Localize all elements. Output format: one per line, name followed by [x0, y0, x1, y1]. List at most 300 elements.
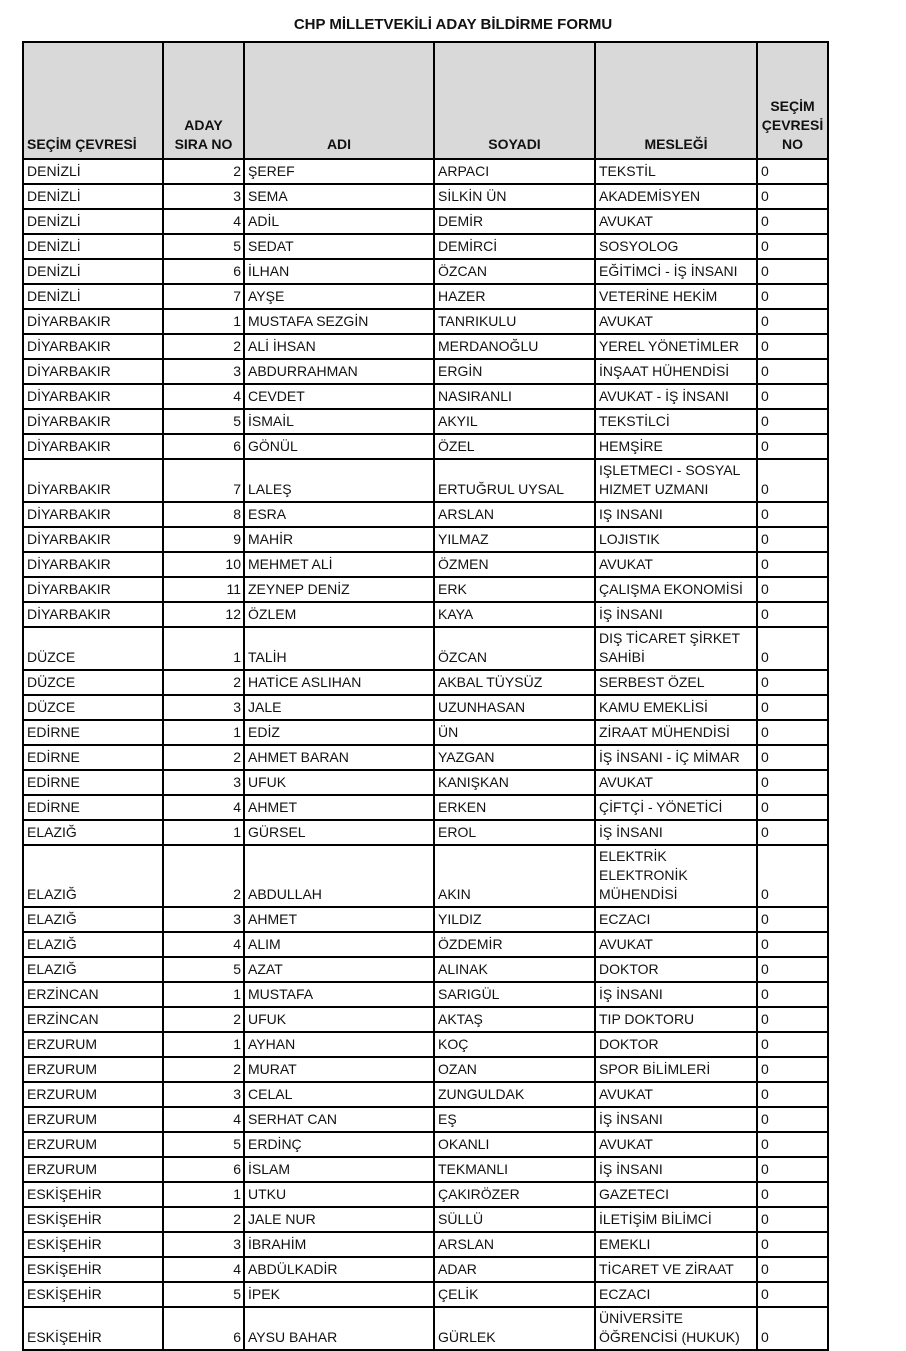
cell-aday-sira-no: 2	[163, 845, 244, 907]
table-row	[23, 1232, 828, 1257]
cell-secim-cevresi-no: 0	[757, 932, 828, 957]
column-header-soyadi: SOYADI	[434, 42, 595, 159]
cell-aday-sira-no: 1	[163, 1182, 244, 1207]
table-row	[23, 1257, 828, 1282]
table-row	[23, 577, 828, 602]
table-row	[23, 1132, 828, 1157]
cell-adi: MUSTAFA	[244, 982, 434, 1007]
cell-soyadi: YAZGAN	[434, 745, 595, 770]
table-row	[23, 820, 828, 845]
cell-aday-sira-no: 4	[163, 1257, 244, 1282]
cell-adi: UFUK	[244, 1007, 434, 1032]
cell-secim-cevresi: ESKİŞEHİR	[23, 1307, 163, 1350]
cell-secim-cevresi-no: 0	[757, 1207, 828, 1232]
cell-meslegi: ÇALIŞMA EKONOMİSİ	[595, 577, 757, 602]
cell-soyadi: ÖZCAN	[434, 259, 595, 284]
cell-adi: MEHMET ALİ	[244, 552, 434, 577]
cell-secim-cevresi-no: 0	[757, 234, 828, 259]
cell-adi: İSMAİL	[244, 409, 434, 434]
cell-aday-sira-no: 1	[163, 982, 244, 1007]
cell-secim-cevresi-no: 0	[757, 1307, 828, 1350]
cell-aday-sira-no: 1	[163, 820, 244, 845]
table-row	[23, 1282, 828, 1307]
cell-secim-cevresi: ERZURUM	[23, 1057, 163, 1082]
cell-secim-cevresi-no: 0	[757, 770, 828, 795]
cell-secim-cevresi: ELAZIĞ	[23, 820, 163, 845]
table-row	[23, 932, 828, 957]
table-row	[23, 770, 828, 795]
cell-meslegi: İŞ İNSANI	[595, 1157, 757, 1182]
cell-aday-sira-no: 4	[163, 1107, 244, 1132]
cell-aday-sira-no: 1	[163, 1032, 244, 1057]
cell-secim-cevresi: ERZİNCAN	[23, 982, 163, 1007]
table-row	[23, 982, 828, 1007]
cell-secim-cevresi-no: 0	[757, 552, 828, 577]
cell-secim-cevresi-no: 0	[757, 907, 828, 932]
cell-adi: HATİCE ASLIHAN	[244, 670, 434, 695]
cell-soyadi: ARSLAN	[434, 1232, 595, 1257]
cell-meslegi: İŞ İNSANI	[595, 1107, 757, 1132]
cell-adi: EDİZ	[244, 720, 434, 745]
cell-soyadi: DEMİR	[434, 209, 595, 234]
cell-secim-cevresi-no: 0	[757, 409, 828, 434]
cell-secim-cevresi-no: 0	[757, 284, 828, 309]
column-header-secim-cevresi: SEÇİM ÇEVRESİ	[23, 42, 163, 159]
cell-meslegi: İLETİŞİM BİLİMCİ	[595, 1207, 757, 1232]
table-row	[23, 184, 828, 209]
cell-soyadi: ÇELİK	[434, 1282, 595, 1307]
cell-soyadi: AKTAŞ	[434, 1007, 595, 1032]
table-row	[23, 845, 828, 907]
cell-aday-sira-no: 8	[163, 502, 244, 527]
cell-aday-sira-no: 5	[163, 957, 244, 982]
table-row	[23, 602, 828, 627]
cell-adi: İBRAHİM	[244, 1232, 434, 1257]
cell-secim-cevresi-no: 0	[757, 1257, 828, 1282]
cell-meslegi: ZİRAAT MÜHENDİSİ	[595, 720, 757, 745]
cell-aday-sira-no: 5	[163, 1132, 244, 1157]
cell-adi: ALIM	[244, 932, 434, 957]
cell-meslegi: DOKTOR	[595, 1032, 757, 1057]
cell-secim-cevresi-no: 0	[757, 1157, 828, 1182]
cell-aday-sira-no: 3	[163, 770, 244, 795]
cell-meslegi: ÜNİVERSİTE ÖĞRENCİSİ (HUKUK)	[595, 1307, 757, 1350]
cell-meslegi: İŞ İNSANI	[595, 602, 757, 627]
cell-aday-sira-no: 2	[163, 745, 244, 770]
cell-secim-cevresi: ELAZIĞ	[23, 932, 163, 957]
cell-adi: SEDAT	[244, 234, 434, 259]
cell-secim-cevresi: DÜZCE	[23, 627, 163, 670]
cell-secim-cevresi-no: 0	[757, 384, 828, 409]
column-header-aday-sira-no: ADAY SIRA NO	[163, 42, 244, 159]
cell-secim-cevresi: DENİZLİ	[23, 284, 163, 309]
cell-meslegi: TİCARET VE ZİRAAT	[595, 1257, 757, 1282]
cell-secim-cevresi: ELAZIĞ	[23, 907, 163, 932]
cell-secim-cevresi: DENİZLİ	[23, 209, 163, 234]
cell-soyadi: ÖZDEMİR	[434, 932, 595, 957]
cell-aday-sira-no: 6	[163, 1307, 244, 1350]
cell-aday-sira-no: 4	[163, 384, 244, 409]
cell-adi: JALE NUR	[244, 1207, 434, 1232]
cell-meslegi: TIP DOKTORU	[595, 1007, 757, 1032]
table-row	[23, 1307, 828, 1350]
cell-adi: ESRA	[244, 502, 434, 527]
table-row	[23, 1182, 828, 1207]
cell-secim-cevresi-no: 0	[757, 1007, 828, 1032]
cell-adi: AHMET	[244, 795, 434, 820]
cell-secim-cevresi-no: 0	[757, 695, 828, 720]
cell-secim-cevresi-no: 0	[757, 259, 828, 284]
cell-secim-cevresi: EDİRNE	[23, 720, 163, 745]
cell-secim-cevresi: ESKİŞEHİR	[23, 1182, 163, 1207]
table-row	[23, 434, 828, 459]
cell-adi: SERHAT CAN	[244, 1107, 434, 1132]
cell-aday-sira-no: 9	[163, 527, 244, 552]
cell-adi: AHMET	[244, 907, 434, 932]
table-row	[23, 1107, 828, 1132]
cell-secim-cevresi: DİYARBAKIR	[23, 434, 163, 459]
cell-meslegi: ELEKTRİK ELEKTRONİK MÜHENDİSİ	[595, 845, 757, 907]
cell-secim-cevresi-no: 0	[757, 527, 828, 552]
table-row	[23, 1157, 828, 1182]
candidates-table	[22, 41, 829, 1351]
cell-soyadi: TANRIKULU	[434, 309, 595, 334]
cell-adi: LALEŞ	[244, 459, 434, 502]
table-row	[23, 670, 828, 695]
cell-meslegi: ECZACI	[595, 1282, 757, 1307]
cell-secim-cevresi: ESKİŞEHİR	[23, 1207, 163, 1232]
table-row	[23, 384, 828, 409]
cell-adi: İLHAN	[244, 259, 434, 284]
cell-secim-cevresi: EDİRNE	[23, 770, 163, 795]
cell-soyadi: OZAN	[434, 1057, 595, 1082]
cell-soyadi: TEKMANLI	[434, 1157, 595, 1182]
cell-soyadi: OKANLI	[434, 1132, 595, 1157]
cell-meslegi: AVUKAT	[595, 309, 757, 334]
cell-soyadi: NASIRANLI	[434, 384, 595, 409]
column-header-secim-cevresi-no: SEÇİM ÇEVRESİ NO	[757, 42, 828, 159]
cell-adi: MURAT	[244, 1057, 434, 1082]
cell-adi: ABDÜLKADİR	[244, 1257, 434, 1282]
cell-meslegi: AVUKAT	[595, 1132, 757, 1157]
cell-adi: ZEYNEP DENİZ	[244, 577, 434, 602]
cell-secim-cevresi-no: 0	[757, 1057, 828, 1082]
cell-meslegi: AKADEMİSYEN	[595, 184, 757, 209]
cell-soyadi: ÖZEL	[434, 434, 595, 459]
cell-meslegi: IŞ INSANI	[595, 502, 757, 527]
cell-aday-sira-no: 6	[163, 434, 244, 459]
cell-aday-sira-no: 3	[163, 695, 244, 720]
cell-aday-sira-no: 4	[163, 932, 244, 957]
cell-meslegi: İNŞAAT HÜHENDİSİ	[595, 359, 757, 384]
cell-soyadi: ARPACI	[434, 159, 595, 184]
cell-secim-cevresi: ERZURUM	[23, 1107, 163, 1132]
cell-meslegi: İŞ İNSANI - İÇ MİMAR	[595, 745, 757, 770]
cell-secim-cevresi: ERZİNCAN	[23, 1007, 163, 1032]
table-row	[23, 552, 828, 577]
cell-soyadi: KOÇ	[434, 1032, 595, 1057]
cell-secim-cevresi-no: 0	[757, 184, 828, 209]
cell-soyadi: DEMİRCİ	[434, 234, 595, 259]
cell-secim-cevresi: ERZURUM	[23, 1132, 163, 1157]
cell-adi: AZAT	[244, 957, 434, 982]
cell-secim-cevresi: EDİRNE	[23, 795, 163, 820]
table-row	[23, 359, 828, 384]
cell-soyadi: YILMAZ	[434, 527, 595, 552]
cell-aday-sira-no: 1	[163, 309, 244, 334]
cell-secim-cevresi: ELAZIĞ	[23, 845, 163, 907]
cell-meslegi: SOSYOLOG	[595, 234, 757, 259]
cell-soyadi: EŞ	[434, 1107, 595, 1132]
cell-secim-cevresi: DİYARBAKIR	[23, 577, 163, 602]
cell-aday-sira-no: 12	[163, 602, 244, 627]
cell-aday-sira-no: 2	[163, 670, 244, 695]
cell-meslegi: EĞİTİMCİ - İŞ İNSANI	[595, 259, 757, 284]
cell-soyadi: SÜLLÜ	[434, 1207, 595, 1232]
cell-meslegi: AVUKAT	[595, 1082, 757, 1107]
cell-secim-cevresi-no: 0	[757, 957, 828, 982]
cell-secim-cevresi-no: 0	[757, 982, 828, 1007]
cell-secim-cevresi-no: 0	[757, 1182, 828, 1207]
cell-secim-cevresi-no: 0	[757, 1232, 828, 1257]
table-row	[23, 1057, 828, 1082]
cell-aday-sira-no: 3	[163, 1232, 244, 1257]
cell-secim-cevresi-no: 0	[757, 627, 828, 670]
table-row	[23, 284, 828, 309]
cell-secim-cevresi-no: 0	[757, 602, 828, 627]
table-row	[23, 159, 828, 184]
cell-aday-sira-no: 4	[163, 209, 244, 234]
cell-secim-cevresi: DÜZCE	[23, 695, 163, 720]
cell-adi: SEMA	[244, 184, 434, 209]
cell-soyadi: ERGİN	[434, 359, 595, 384]
cell-soyadi: ÖZCAN	[434, 627, 595, 670]
cell-secim-cevresi: ERZURUM	[23, 1032, 163, 1057]
cell-secim-cevresi: DENİZLİ	[23, 184, 163, 209]
cell-aday-sira-no: 4	[163, 795, 244, 820]
table-row	[23, 209, 828, 234]
cell-secim-cevresi-no: 0	[757, 720, 828, 745]
cell-secim-cevresi-no: 0	[757, 1032, 828, 1057]
cell-secim-cevresi-no: 0	[757, 1132, 828, 1157]
table-row	[23, 502, 828, 527]
cell-aday-sira-no: 2	[163, 159, 244, 184]
cell-meslegi: AVUKAT - İŞ İNSANI	[595, 384, 757, 409]
cell-soyadi: ERTUĞRUL UYSAL	[434, 459, 595, 502]
cell-secim-cevresi-no: 0	[757, 159, 828, 184]
cell-aday-sira-no: 2	[163, 1007, 244, 1032]
cell-adi: ŞEREF	[244, 159, 434, 184]
table-row	[23, 459, 828, 502]
cell-adi: AYSU BAHAR	[244, 1307, 434, 1350]
cell-aday-sira-no: 10	[163, 552, 244, 577]
cell-adi: İPEK	[244, 1282, 434, 1307]
cell-secim-cevresi-no: 0	[757, 1107, 828, 1132]
cell-soyadi: ARSLAN	[434, 502, 595, 527]
cell-soyadi: AKIN	[434, 845, 595, 907]
cell-secim-cevresi: DİYARBAKIR	[23, 527, 163, 552]
cell-adi: ABDULLAH	[244, 845, 434, 907]
cell-aday-sira-no: 3	[163, 184, 244, 209]
cell-secim-cevresi: DİYARBAKIR	[23, 334, 163, 359]
table-row	[23, 745, 828, 770]
table-row	[23, 1082, 828, 1107]
cell-soyadi: ÖZMEN	[434, 552, 595, 577]
cell-soyadi: GÜRLEK	[434, 1307, 595, 1350]
cell-adi: ADİL	[244, 209, 434, 234]
table-row	[23, 1207, 828, 1232]
cell-meslegi: AVUKAT	[595, 209, 757, 234]
cell-secim-cevresi: DİYARBAKIR	[23, 409, 163, 434]
cell-secim-cevresi-no: 0	[757, 334, 828, 359]
cell-adi: CELAL	[244, 1082, 434, 1107]
cell-meslegi: DIŞ TİCARET ŞİRKET SAHİBİ	[595, 627, 757, 670]
cell-secim-cevresi: DİYARBAKIR	[23, 459, 163, 502]
cell-soyadi: SARIGÜL	[434, 982, 595, 1007]
cell-secim-cevresi-no: 0	[757, 309, 828, 334]
cell-secim-cevresi-no: 0	[757, 209, 828, 234]
cell-aday-sira-no: 1	[163, 627, 244, 670]
table-row	[23, 695, 828, 720]
cell-aday-sira-no: 11	[163, 577, 244, 602]
cell-secim-cevresi: ESKİŞEHİR	[23, 1282, 163, 1307]
cell-secim-cevresi-no: 0	[757, 502, 828, 527]
table-body	[23, 159, 828, 1350]
cell-meslegi: ECZACI	[595, 907, 757, 932]
cell-meslegi: KAMU EMEKLİSİ	[595, 695, 757, 720]
cell-secim-cevresi-no: 0	[757, 1082, 828, 1107]
cell-adi: GÜRSEL	[244, 820, 434, 845]
column-header-meslegi: MESLEĞİ	[595, 42, 757, 159]
cell-aday-sira-no: 1	[163, 720, 244, 745]
cell-secim-cevresi-no: 0	[757, 434, 828, 459]
cell-secim-cevresi: DENİZLİ	[23, 259, 163, 284]
cell-secim-cevresi: ELAZIĞ	[23, 957, 163, 982]
cell-aday-sira-no: 6	[163, 1157, 244, 1182]
cell-soyadi: AKBAL TÜYSÜZ	[434, 670, 595, 695]
column-header-adi: ADI	[244, 42, 434, 159]
cell-meslegi: SERBEST ÖZEL	[595, 670, 757, 695]
cell-aday-sira-no: 5	[163, 1282, 244, 1307]
cell-meslegi: TEKSTİLCİ	[595, 409, 757, 434]
cell-soyadi: MERDANOĞLU	[434, 334, 595, 359]
cell-adi: MAHİR	[244, 527, 434, 552]
table-row	[23, 1007, 828, 1032]
cell-secim-cevresi: ERZURUM	[23, 1082, 163, 1107]
cell-meslegi: SPOR BİLİMLERİ	[595, 1057, 757, 1082]
cell-aday-sira-no: 7	[163, 459, 244, 502]
cell-secim-cevresi-no: 0	[757, 577, 828, 602]
cell-secim-cevresi-no: 0	[757, 820, 828, 845]
cell-adi: GÖNÜL	[244, 434, 434, 459]
cell-secim-cevresi-no: 0	[757, 359, 828, 384]
table-row	[23, 795, 828, 820]
cell-aday-sira-no: 2	[163, 1207, 244, 1232]
table-row	[23, 1032, 828, 1057]
cell-soyadi: KAYA	[434, 602, 595, 627]
cell-secim-cevresi: DİYARBAKIR	[23, 552, 163, 577]
table-row	[23, 720, 828, 745]
cell-secim-cevresi: ESKİŞEHİR	[23, 1232, 163, 1257]
cell-soyadi: KANIŞKAN	[434, 770, 595, 795]
cell-meslegi: TEKSTİL	[595, 159, 757, 184]
table-row	[23, 957, 828, 982]
table-row	[23, 334, 828, 359]
cell-adi: ÖZLEM	[244, 602, 434, 627]
cell-soyadi: SİLKİN ÜN	[434, 184, 595, 209]
cell-meslegi: İŞ İNSANI	[595, 982, 757, 1007]
table-row	[23, 409, 828, 434]
table-row	[23, 234, 828, 259]
table-row	[23, 907, 828, 932]
cell-adi: TALİH	[244, 627, 434, 670]
cell-aday-sira-no: 5	[163, 409, 244, 434]
cell-meslegi: IŞLETMECI - SOSYAL HIZMET UZMANI	[595, 459, 757, 502]
cell-meslegi: VETERİNE HEKİM	[595, 284, 757, 309]
table-row	[23, 627, 828, 670]
table-header	[23, 42, 828, 159]
cell-aday-sira-no: 5	[163, 234, 244, 259]
cell-aday-sira-no: 2	[163, 334, 244, 359]
cell-soyadi: AKYIL	[434, 409, 595, 434]
cell-adi: UTKU	[244, 1182, 434, 1207]
table-row	[23, 259, 828, 284]
cell-meslegi: LOJISTIK	[595, 527, 757, 552]
cell-secim-cevresi: DÜZCE	[23, 670, 163, 695]
cell-adi: ALİ İHSAN	[244, 334, 434, 359]
cell-secim-cevresi: ESKİŞEHİR	[23, 1257, 163, 1282]
cell-soyadi: ALINAK	[434, 957, 595, 982]
cell-meslegi: DOKTOR	[595, 957, 757, 982]
cell-soyadi: ADAR	[434, 1257, 595, 1282]
cell-secim-cevresi: DENİZLİ	[23, 234, 163, 259]
cell-adi: AYHAN	[244, 1032, 434, 1057]
cell-adi: AHMET BARAN	[244, 745, 434, 770]
cell-meslegi: YEREL YÖNETİMLER	[595, 334, 757, 359]
cell-aday-sira-no: 3	[163, 359, 244, 384]
cell-meslegi: İŞ İNSANI	[595, 820, 757, 845]
cell-soyadi: ÜN	[434, 720, 595, 745]
cell-secim-cevresi-no: 0	[757, 745, 828, 770]
cell-soyadi: ERK	[434, 577, 595, 602]
cell-aday-sira-no: 3	[163, 907, 244, 932]
cell-aday-sira-no: 6	[163, 259, 244, 284]
cell-adi: MUSTAFA SEZGİN	[244, 309, 434, 334]
cell-meslegi: ÇİFTÇİ - YÖNETİCİ	[595, 795, 757, 820]
cell-meslegi: HEMŞİRE	[595, 434, 757, 459]
cell-meslegi: AVUKAT	[595, 770, 757, 795]
cell-secim-cevresi: EDİRNE	[23, 745, 163, 770]
cell-secim-cevresi: DENİZLİ	[23, 159, 163, 184]
cell-soyadi: UZUNHASAN	[434, 695, 595, 720]
cell-secim-cevresi-no: 0	[757, 795, 828, 820]
cell-adi: JALE	[244, 695, 434, 720]
cell-adi: UFUK	[244, 770, 434, 795]
cell-meslegi: EMEKLI	[595, 1232, 757, 1257]
cell-adi: ABDURRAHMAN	[244, 359, 434, 384]
cell-adi: AYŞE	[244, 284, 434, 309]
cell-adi: ERDİNÇ	[244, 1132, 434, 1157]
cell-aday-sira-no: 3	[163, 1082, 244, 1107]
table-row	[23, 527, 828, 552]
cell-secim-cevresi-no: 0	[757, 670, 828, 695]
form-title: CHP MİLLETVEKİLİ ADAY BİLDİRME FORMU	[293, 16, 613, 33]
cell-adi: CEVDET	[244, 384, 434, 409]
cell-secim-cevresi: DİYARBAKIR	[23, 502, 163, 527]
cell-soyadi: EROL	[434, 820, 595, 845]
cell-secim-cevresi-no: 0	[757, 1282, 828, 1307]
cell-meslegi: AVUKAT	[595, 932, 757, 957]
